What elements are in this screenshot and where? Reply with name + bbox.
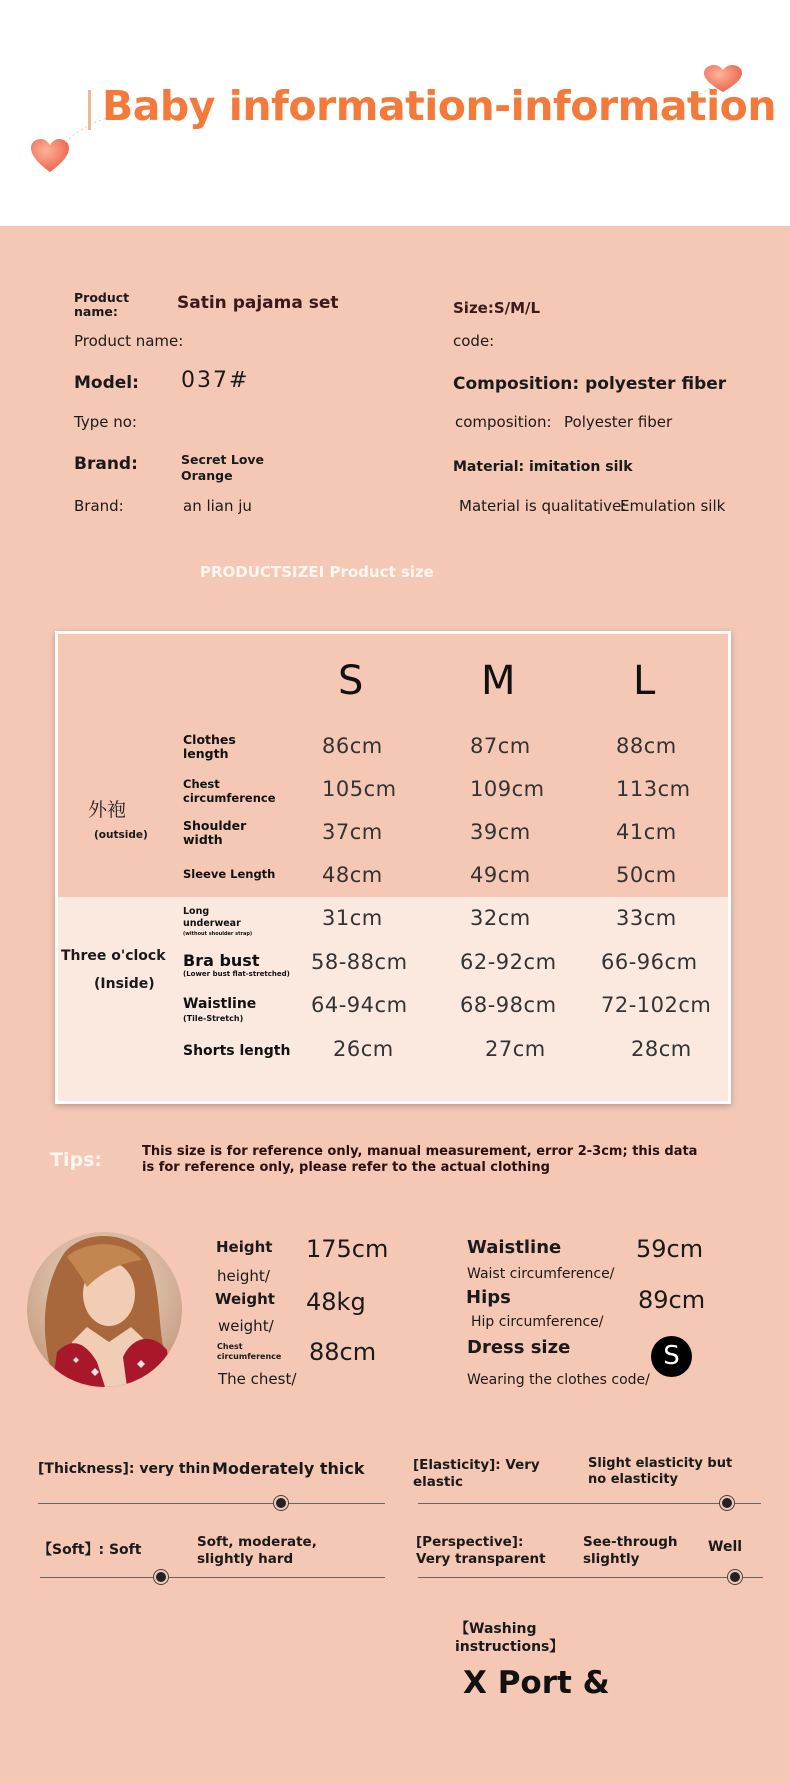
- page-title: Baby information-information: [102, 82, 777, 130]
- cell-clothes-length-m: 87cm: [470, 734, 531, 758]
- cell-shoulder-s: 37cm: [322, 820, 383, 844]
- row-label-shorts-length: Shorts length: [183, 1043, 291, 1059]
- brand-value: Secret Love Orange: [181, 452, 265, 483]
- perspective-end: Well: [708, 1539, 743, 1555]
- composition-sub-label: composition:: [455, 413, 552, 431]
- height-value: 175cm: [306, 1235, 389, 1263]
- product-name-value: Satin pajama set: [177, 293, 339, 313]
- soft-slider-knob: [154, 1570, 168, 1584]
- cell-shorts-s: 26cm: [333, 1037, 394, 1061]
- thickness-slider-track: [38, 1503, 385, 1504]
- cell-shoulder-m: 39cm: [470, 820, 531, 844]
- soft-label: 【Soft】: Soft: [38, 1542, 142, 1558]
- hips-sub: Hip circumference/: [471, 1314, 604, 1330]
- thickness-value: Moderately thick: [212, 1459, 365, 1478]
- model-portrait-icon: [27, 1232, 182, 1387]
- waist-value: 59cm: [636, 1235, 704, 1263]
- cell-long-underwear-l: 33cm: [616, 906, 677, 930]
- size-header-s: S: [338, 658, 364, 704]
- weight-sub: weight/: [218, 1317, 274, 1335]
- brand-label: Brand:: [74, 454, 138, 474]
- product-name-label: Product name:: [74, 290, 130, 319]
- chest-label: Chest circumference: [217, 1342, 282, 1361]
- composition-label: Composition: polyester fiber: [453, 374, 727, 394]
- cell-bra-bust-m: 62-92cm: [460, 950, 557, 974]
- row-label-clothes-length: Clothes length: [183, 732, 236, 761]
- soft-slider-track: [40, 1577, 385, 1578]
- brand-sub-value: an lian ju: [183, 497, 252, 515]
- elasticity-label: [Elasticity]: Very elastic: [413, 1457, 540, 1490]
- row-label-bra-bust: [183, 952, 290, 979]
- model-avatar: [27, 1232, 182, 1387]
- thickness-label: [Thickness]: very thin: [38, 1461, 211, 1477]
- hips-label: Hips: [466, 1287, 511, 1308]
- row-note-bra-bust: (Lower bust flat-stretched): [183, 970, 290, 978]
- height-sub: height/: [217, 1267, 270, 1285]
- outside-group-label-en: (outside): [94, 829, 148, 841]
- perspective-slider-knob: [728, 1570, 742, 1584]
- dress-size-value: S: [663, 1341, 680, 1371]
- perspective-slider-track: [418, 1577, 763, 1578]
- cell-sleeve-l: 50cm: [616, 863, 677, 887]
- inside-group-label-en: (Inside): [94, 976, 155, 992]
- cell-clothes-length-l: 88cm: [616, 734, 677, 758]
- thickness-slider-knob: [274, 1496, 288, 1510]
- tips-label: Tips:: [50, 1149, 102, 1171]
- row-note-long-underwear: (without shoulder strap): [183, 931, 253, 937]
- cell-shorts-m: 27cm: [485, 1037, 546, 1061]
- size-label: Size:S/M/L: [453, 299, 541, 317]
- waist-sub: Waist circumference/: [467, 1266, 615, 1282]
- cell-sleeve-m: 49cm: [470, 863, 531, 887]
- weight-value: 48kg: [306, 1288, 366, 1316]
- cell-bra-bust-l: 66-96cm: [601, 950, 698, 974]
- inside-group-label: Three o'clock: [61, 948, 166, 964]
- outside-group-label: 外袍: [88, 799, 127, 821]
- row-label-waistline-text: Waistline: [183, 996, 257, 1012]
- height-label: Height: [216, 1238, 273, 1256]
- waist-label: Waistline: [467, 1237, 562, 1258]
- row-label-long-underwear-text: Long underwear: [183, 906, 241, 929]
- size-table: [55, 631, 731, 1104]
- washing-value: X Port &: [463, 1665, 610, 1701]
- dress-size-label: Dress size: [467, 1337, 571, 1358]
- model-label: Model:: [74, 373, 139, 393]
- size-header-l: L: [633, 658, 656, 704]
- elasticity-slider-knob: [720, 1496, 734, 1510]
- perspective-value: See-through slightly: [583, 1534, 678, 1567]
- tips-text: This size is for reference only, manual measurement, error 2-3cm; this data is for reference only, please refer to the actual clothing: [142, 1144, 698, 1175]
- material-label: Material: imitation silk: [453, 459, 633, 475]
- cell-clothes-length-s: 86cm: [322, 734, 383, 758]
- cell-shoulder-l: 41cm: [616, 820, 677, 844]
- type-label: Type no:: [74, 413, 137, 431]
- row-label-sleeve: Sleeve Length: [183, 867, 276, 881]
- row-note-waistline: (Tile-Stretch): [183, 1014, 244, 1023]
- row-label-long-underwear: [183, 906, 263, 938]
- cell-long-underwear-s: 31cm: [322, 906, 383, 930]
- washing-label: 【Washing instructions】: [455, 1621, 564, 1655]
- cell-waistline-l: 72-102cm: [601, 993, 712, 1017]
- cell-chest-l: 113cm: [616, 777, 691, 801]
- chest-value: 88cm: [309, 1338, 377, 1366]
- product-name-label-en: Product name:: [74, 332, 184, 350]
- chest-sub: The chest/: [218, 1370, 297, 1388]
- composition-sub-value: Polyester fiber: [564, 413, 673, 431]
- model-value: 037#: [181, 368, 250, 393]
- row-label-waistline: [183, 996, 256, 1025]
- elasticity-slider-track: [418, 1503, 761, 1504]
- header-banner: [0, 0, 790, 226]
- elasticity-value: Slight elasticity but no elasticity: [588, 1456, 733, 1487]
- brand-sub-label: Brand:: [74, 497, 124, 515]
- size-header-m: M: [481, 658, 516, 704]
- material-sub-label: Material is qualitative:: [459, 497, 627, 515]
- hips-value: 89cm: [638, 1286, 706, 1314]
- cell-waistline-s: 64-94cm: [311, 993, 408, 1017]
- cell-bra-bust-s: 58-88cm: [311, 950, 408, 974]
- cell-shorts-l: 28cm: [631, 1037, 692, 1061]
- dress-size-sub: Wearing the clothes code/: [467, 1372, 650, 1388]
- cell-sleeve-s: 48cm: [322, 863, 383, 887]
- row-label-bra-bust-text: Bra bust: [183, 951, 260, 970]
- code-label: code:: [453, 332, 495, 350]
- cell-chest-s: 105cm: [322, 777, 397, 801]
- cell-chest-m: 109cm: [470, 777, 545, 801]
- soft-value: Soft, moderate, slightly hard: [197, 1534, 317, 1567]
- dress-size-badge: [651, 1336, 692, 1377]
- cell-long-underwear-m: 32cm: [470, 906, 531, 930]
- size-section-title: PRODUCTSIZEI Product size: [200, 563, 434, 581]
- row-label-chest: Chest circumference: [183, 777, 276, 805]
- weight-label: Weight: [215, 1290, 275, 1308]
- perspective-label: [Perspective]: Very transparent: [416, 1534, 546, 1567]
- row-label-shoulder: Shoulder width: [183, 818, 247, 847]
- title-bar-mark: [88, 90, 91, 130]
- material-sub-value: Emulation silk: [620, 497, 726, 515]
- cell-waistline-m: 68-98cm: [460, 993, 557, 1017]
